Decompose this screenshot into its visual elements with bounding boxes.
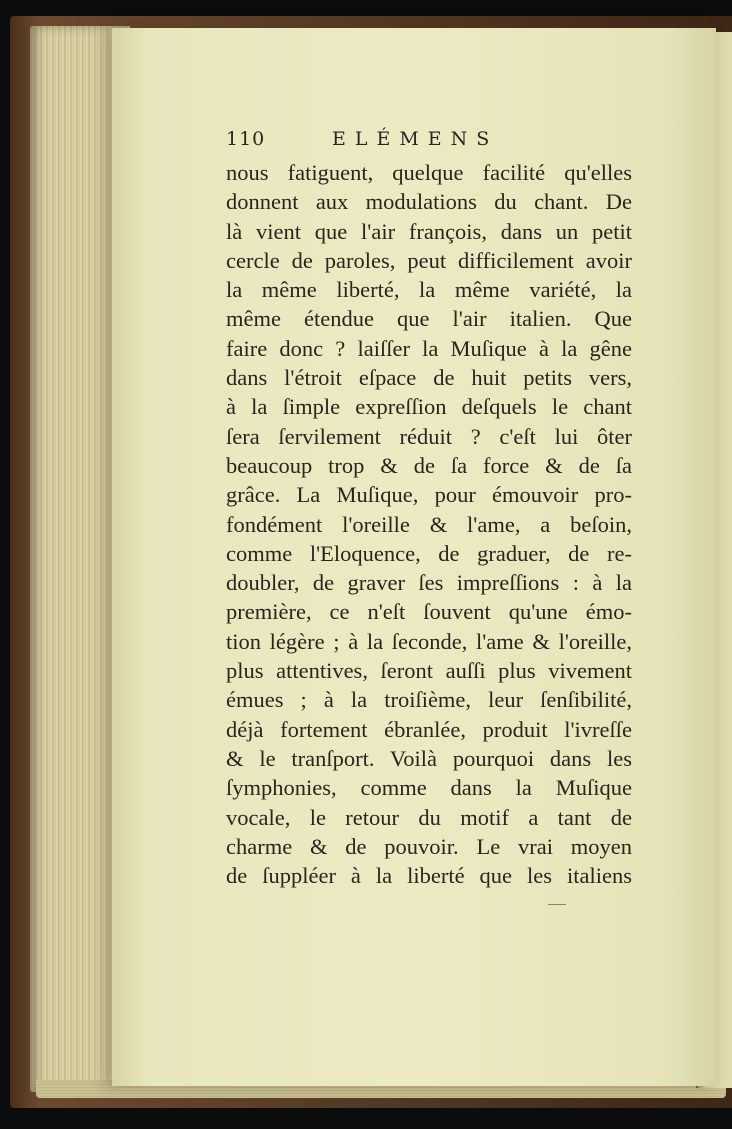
text-line: beaucoup trop & de ſa force & de ſa bbox=[226, 452, 632, 478]
text-line: cercle de paroles, peut difficilement avoir bbox=[226, 247, 632, 273]
page-mark bbox=[548, 904, 566, 905]
text-line: tion légère ; à la ſeconde, l'ame & l'oreille, bbox=[226, 628, 632, 654]
text-line: grâce. La Muſique, pour émouvoir pro- bbox=[226, 482, 632, 508]
running-head-title: ELÉMENS bbox=[332, 128, 499, 150]
text-line: déjà fortement ébranlée, produit l'ivreſſe bbox=[226, 716, 632, 742]
text-line: dans l'étroit eſpace de huit petits vers, bbox=[226, 365, 632, 391]
text-line: ſymphonies, comme dans la Muſique bbox=[226, 775, 632, 801]
text-line: première, ce n'eſt ſouvent qu'une émo- bbox=[226, 599, 632, 625]
text-line: même étendue que l'air italien. Que bbox=[226, 306, 632, 332]
text-line: ſera ſervilement réduit ? c'eſt lui ôter bbox=[226, 423, 632, 449]
text-line: à la ſimple expreſſion deſquels le chant bbox=[226, 394, 632, 420]
text-line: doubler, de graver ſes impreſſions : à la bbox=[226, 570, 632, 596]
text-line: comme l'Eloquence, de graduer, de re- bbox=[226, 540, 632, 566]
text-line: faire donc ? laiſſer la Muſique à la gêne bbox=[226, 335, 632, 361]
text-line: nous fatiguent, quelque facilité qu'elles bbox=[226, 160, 632, 185]
text-line: charme & de pouvoir. Le vrai moyen bbox=[226, 833, 632, 859]
text-line: donnent aux modulations du chant. De bbox=[226, 189, 632, 215]
text-line: là vient que l'air françois, dans un petit bbox=[226, 218, 632, 244]
text-line: la même liberté, la même variété, la bbox=[226, 277, 632, 303]
text-line: de ſuppléer à la liberté que les italiens bbox=[226, 863, 632, 889]
body-text bbox=[226, 158, 632, 890]
text-line: plus attentives, ſeront auſſi plus vivement bbox=[226, 658, 632, 684]
text-line: fondément l'oreille & l'ame, a beſoin, bbox=[226, 511, 632, 537]
text-line: émues ; à la troiſième, leur ſenſibilité, bbox=[226, 687, 632, 713]
text-line: vocale, le retour du motif a tant de bbox=[226, 804, 632, 830]
page-number: 110 bbox=[226, 128, 266, 150]
running-head bbox=[222, 128, 642, 156]
text-line: & le tranſport. Voilà pourquoi dans les bbox=[226, 745, 632, 771]
